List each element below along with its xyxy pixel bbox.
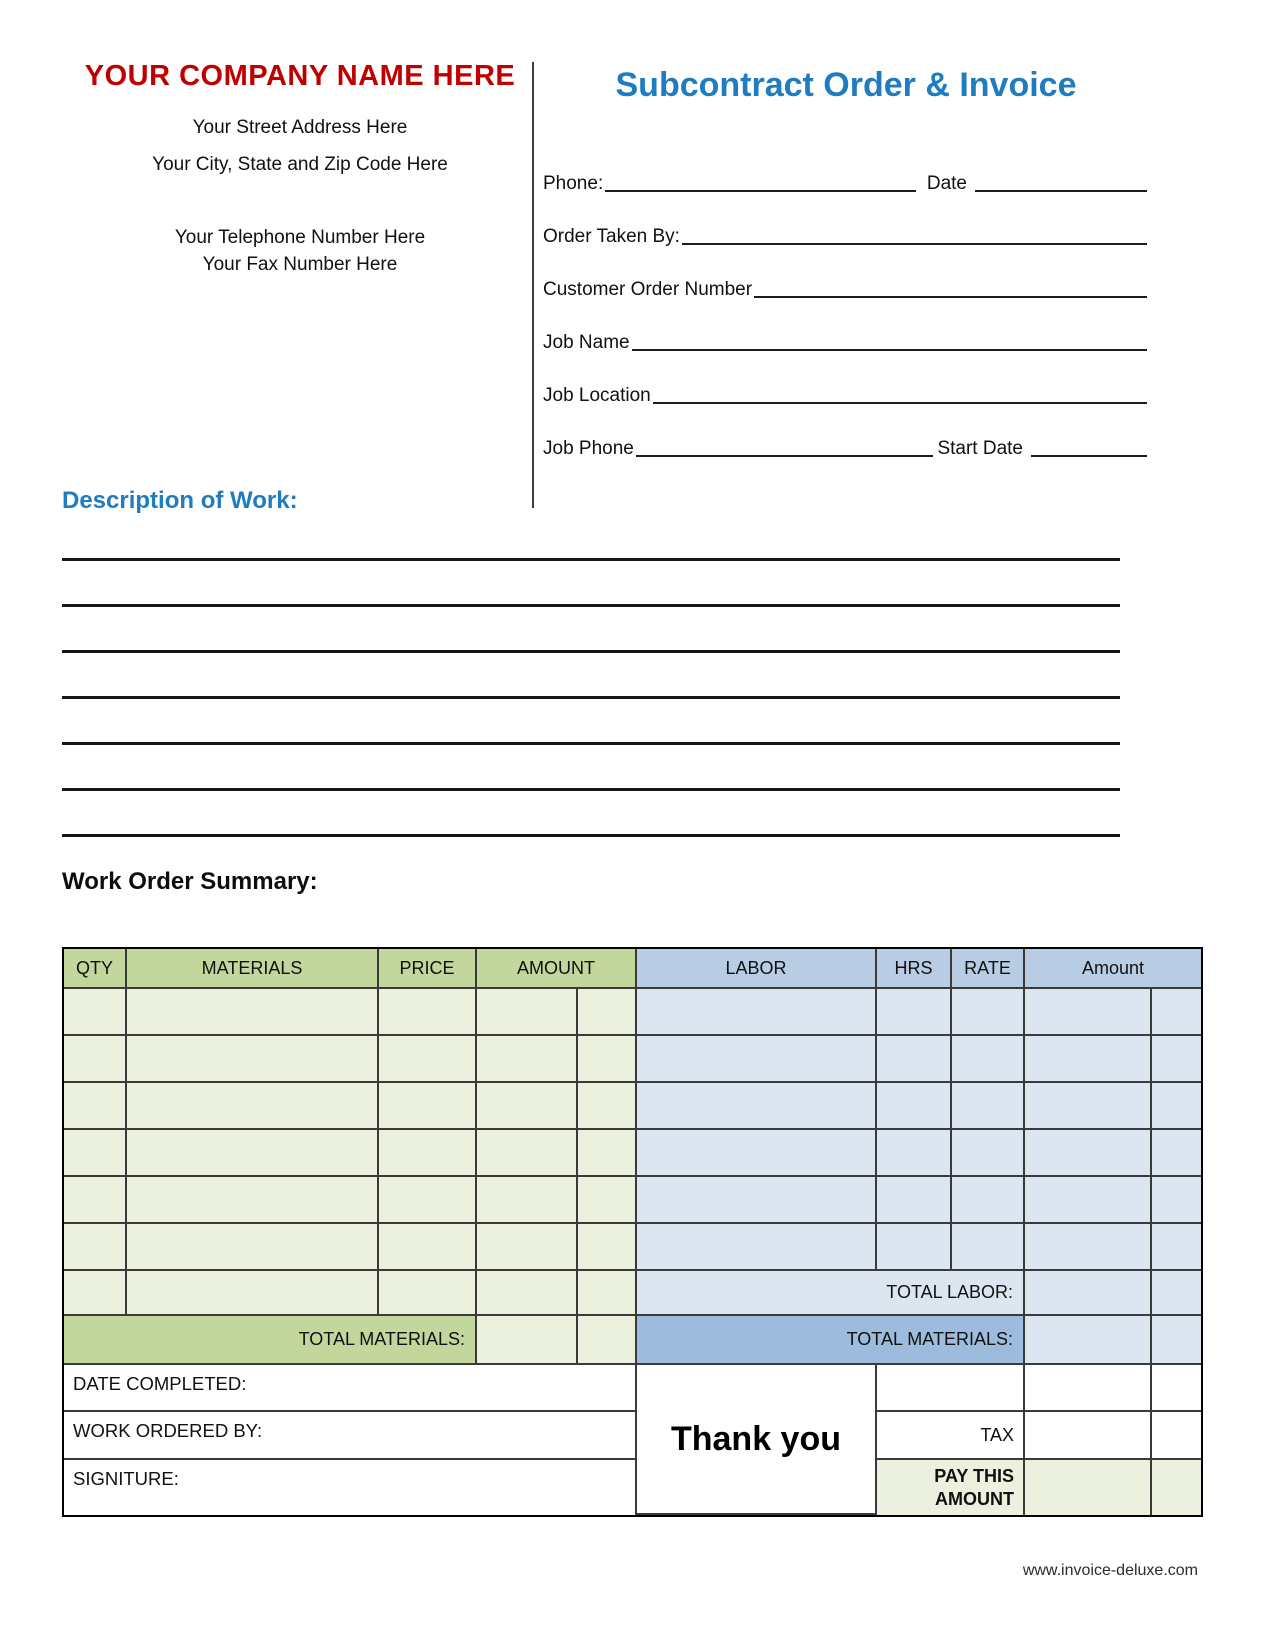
amount-labor-cents-cell (1152, 1036, 1201, 1083)
materials-cell (127, 1177, 379, 1224)
price-cell (379, 1177, 477, 1224)
start-date-blank-line (1031, 454, 1147, 457)
labor-cell (637, 1177, 877, 1224)
qty-cell (64, 1036, 127, 1083)
column-header-materials: MATERIALS (127, 949, 379, 989)
amount-labor-cell (1025, 989, 1152, 1036)
company-street: Your Street Address Here (192, 117, 408, 138)
total-materials-labor-cents-cell (1152, 1316, 1201, 1365)
company-name: YOUR COMPANY NAME HERE (84, 60, 516, 92)
qty-cell (64, 1177, 127, 1224)
company-telephone: Your Telephone Number Here (174, 227, 426, 248)
description-of-work-heading: Description of Work: (62, 487, 298, 514)
hrs-cell (877, 1083, 952, 1130)
amount-materials-cents-cell (578, 1177, 637, 1224)
field-row-order-taken-by (543, 195, 1149, 248)
rate-cell (952, 1130, 1025, 1177)
amount-labor-cents-cell (1152, 989, 1201, 1036)
total-materials-cents-cell (578, 1316, 637, 1365)
amount-materials-cents-cell (578, 1271, 637, 1316)
price-cell (379, 989, 477, 1036)
total-labor-cents-cell (1152, 1271, 1201, 1316)
company-fax: Your Fax Number Here (202, 254, 398, 275)
customer-order-number-label: Customer Order Number (543, 279, 753, 300)
amount-materials-cents-cell (578, 1224, 637, 1271)
amount-labor-cell (1025, 1036, 1152, 1083)
job-location-blank-line (653, 401, 1147, 404)
job-location-label: Job Location (543, 385, 651, 406)
column-header-amount-materials: AMOUNT (477, 949, 637, 989)
phone-label: Phone: (543, 173, 604, 194)
field-row-customer-order-number (543, 248, 1149, 301)
amount-materials-cell (477, 1036, 578, 1083)
qty-cell (64, 1271, 127, 1316)
column-header-amount-labor: Amount (1025, 949, 1201, 989)
amount-labor-cents-cell (1152, 1130, 1201, 1177)
company-block (60, 60, 540, 276)
amount-materials-cell (477, 1130, 578, 1177)
description-blank-line (62, 561, 1120, 607)
amount-materials-cents-cell (578, 1036, 637, 1083)
amount-labor-cell (1025, 1083, 1152, 1130)
total-labor-label: TOTAL LABOR: (637, 1271, 1025, 1316)
tax-cents-cell (1152, 1412, 1201, 1460)
field-row-phone-date (543, 142, 1149, 195)
price-cell (379, 1083, 477, 1130)
amount-labor-cents-cell (1152, 1177, 1201, 1224)
customer-order-number-blank-line (754, 295, 1147, 298)
amount-materials-cell (477, 1271, 578, 1316)
total-materials-right-label: TOTAL MATERIALS: (637, 1316, 1025, 1365)
job-phone-blank-line (636, 454, 934, 457)
date-label: Date (926, 173, 967, 194)
description-of-work-lines (62, 515, 1120, 837)
phone-blank-line (605, 189, 916, 192)
company-city: Your City, State and Zip Code Here (152, 154, 448, 175)
blank-cell (877, 1365, 1025, 1412)
labor-cell (637, 1083, 877, 1130)
rate-cell (952, 1224, 1025, 1271)
hrs-cell (877, 1036, 952, 1083)
qty-cell (64, 1130, 127, 1177)
description-blank-line (62, 791, 1120, 837)
hrs-cell (877, 1224, 952, 1271)
amount-labor-cell (1025, 1130, 1152, 1177)
work-ordered-by-label: WORK ORDERED BY: (64, 1412, 637, 1460)
amount-materials-cents-cell (578, 1130, 637, 1177)
total-materials-amount-cell (477, 1316, 578, 1365)
header-fields (543, 142, 1149, 460)
blank-cell (1152, 1365, 1201, 1412)
amount-materials-cell (477, 1224, 578, 1271)
price-cell (379, 1130, 477, 1177)
pay-this-amount-cell (1025, 1460, 1152, 1515)
description-blank-line (62, 653, 1120, 699)
website-url: www.invoice-deluxe.com (1022, 1562, 1198, 1579)
labor-cell (637, 1036, 877, 1083)
order-taken-by-blank-line (682, 242, 1147, 245)
thank-you-message: Thank you (637, 1365, 877, 1515)
qty-cell (64, 1224, 127, 1271)
materials-cell (127, 1083, 379, 1130)
price-cell (379, 1271, 477, 1316)
job-name-label: Job Name (543, 332, 630, 353)
amount-labor-cell (1025, 1224, 1152, 1271)
rate-cell (952, 1036, 1025, 1083)
materials-cell (127, 1224, 379, 1271)
labor-cell (637, 1130, 877, 1177)
start-date-label: Start Date (937, 438, 1023, 459)
materials-cell (127, 1036, 379, 1083)
work-order-summary-heading: Work Order Summary: (62, 868, 318, 895)
materials-cell (127, 1271, 379, 1316)
amount-materials-cell (477, 1083, 578, 1130)
job-name-blank-line (632, 348, 1147, 351)
pay-this-amount-label: PAY THIS AMOUNT (877, 1460, 1025, 1515)
amount-materials-cell (477, 1177, 578, 1224)
hrs-cell (877, 1130, 952, 1177)
labor-cell (637, 989, 877, 1036)
amount-labor-cents-cell (1152, 1224, 1201, 1271)
rate-cell (952, 1177, 1025, 1224)
rate-cell (952, 1083, 1025, 1130)
amount-materials-cell (477, 989, 578, 1036)
amount-materials-cents-cell (578, 1083, 637, 1130)
materials-cell (127, 1130, 379, 1177)
labor-cell (637, 1224, 877, 1271)
hrs-cell (877, 1177, 952, 1224)
job-phone-label: Job Phone (543, 438, 634, 459)
hrs-cell (877, 989, 952, 1036)
description-blank-line (62, 699, 1120, 745)
description-blank-line (62, 745, 1120, 791)
materials-cell (127, 989, 379, 1036)
total-materials-left-label: TOTAL MATERIALS: (64, 1316, 477, 1365)
order-taken-by-label: Order Taken By: (543, 226, 680, 247)
field-row-job-name (543, 301, 1149, 354)
price-cell (379, 1224, 477, 1271)
work-order-table (62, 947, 1203, 1517)
total-materials-labor-amount-cell (1025, 1316, 1152, 1365)
column-header-price: PRICE (379, 949, 477, 989)
total-labor-amount-cell (1025, 1271, 1152, 1316)
column-header-labor: LABOR (637, 949, 877, 989)
signature-label: SIGNITURE: (64, 1460, 637, 1515)
pay-this-amount-cents-cell (1152, 1460, 1201, 1515)
field-row-job-phone-start-date (543, 407, 1149, 460)
column-header-qty: QTY (64, 949, 127, 989)
field-row-job-location (543, 354, 1149, 407)
column-header-rate: RATE (952, 949, 1025, 989)
date-blank-line (975, 189, 1147, 192)
description-blank-line (62, 607, 1120, 653)
qty-cell (64, 1083, 127, 1130)
qty-cell (64, 989, 127, 1036)
blank-cell (1025, 1365, 1152, 1412)
column-header-hrs: HRS (877, 949, 952, 989)
header-divider (532, 62, 534, 508)
amount-materials-cents-cell (578, 989, 637, 1036)
description-blank-line (62, 515, 1120, 561)
date-completed-label: DATE COMPLETED: (64, 1365, 637, 1412)
tax-amount-cell (1025, 1412, 1152, 1460)
amount-labor-cents-cell (1152, 1083, 1201, 1130)
price-cell (379, 1036, 477, 1083)
tax-label: TAX (877, 1412, 1025, 1460)
amount-labor-cell (1025, 1177, 1152, 1224)
rate-cell (952, 989, 1025, 1036)
document-title: Subcontract Order & Invoice (615, 66, 1077, 104)
